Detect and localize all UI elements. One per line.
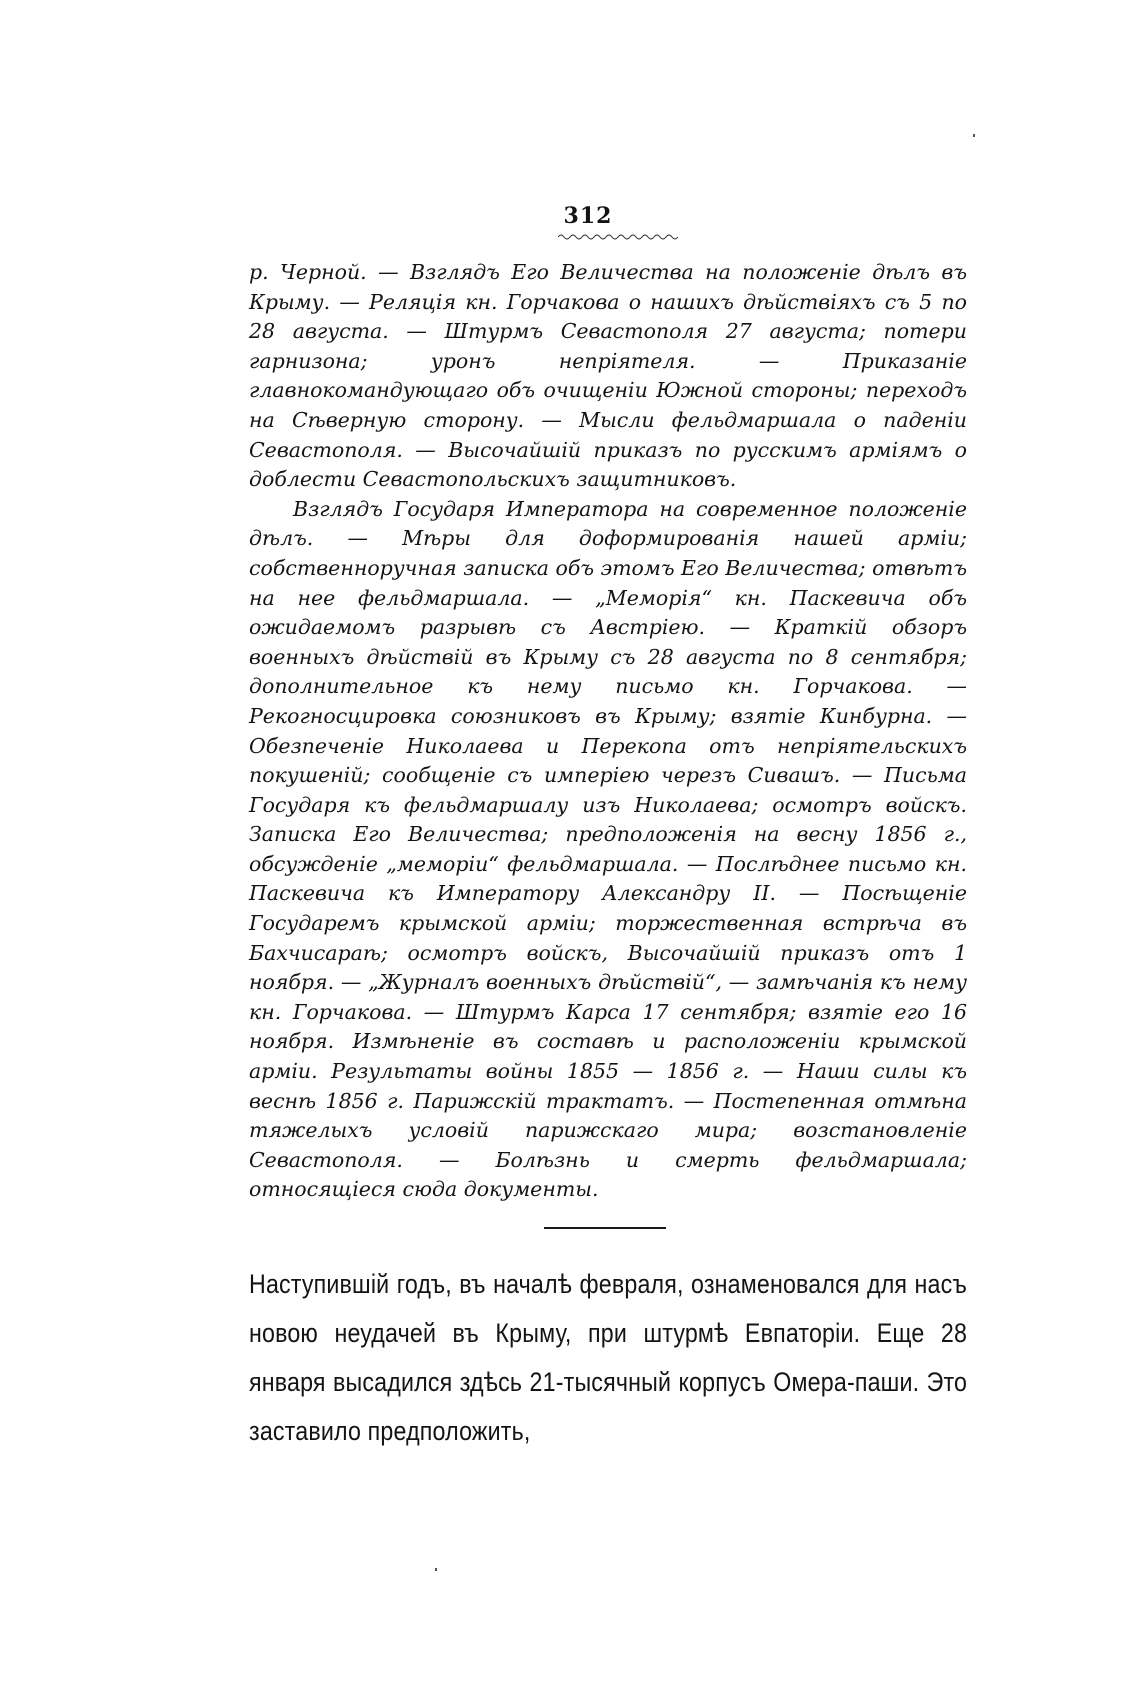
chapter-summary <box>249 258 967 1205</box>
ornamental-wavy-rule <box>558 232 678 242</box>
page-number: 312 <box>563 203 613 229</box>
summary-paragraph-1: р. Черной. — Взглядъ Его Величества на положеніе дѣлъ въ Крыму. — Реляція кн. Горчакова о нашихъ дѣйствіяхъ съ 5 по 28 августа. — Штурмъ Севастополя 27 августа; потери гарнизона; уронъ непріятеля. — Приказаніе главнокомандующаго объ очищеніи Южной стороны; переходъ на Сѣверную сторону. — Мысли фельдмаршала о паденіи Севастополя. — Высочайшій приказъ по русскимъ арміямъ о доблести Севастопольскихъ защитниковъ. <box>249 260 967 492</box>
main-text <box>249 1260 967 1456</box>
body-paragraph: Наступившій годъ, въ началѣ февраля, ознаменовался для насъ новою неудачей въ Крыму, при штурмѣ Евпаторіи. Еще 28 января высадился здѣсь 21-тысячный корпусъ Омера-паши. Это заставило предположить, <box>249 1269 968 1446</box>
print-speck <box>435 1568 437 1571</box>
section-divider <box>544 1227 666 1229</box>
print-speck <box>973 134 975 137</box>
summary-paragraph-2: Взглядъ Государя Императора на современное положеніе дѣлъ. — Мѣры для доформированія нашей арміи; собственноручная записка объ этомъ Его Величества; отвѣтъ на нее фельдмаршала. — „Меморія“ кн. Паскевича объ ожидаемомъ разрывѣ съ Австріею. — Краткій обзоръ военныхъ дѣйствій въ Крыму съ 28 августа по 8 сентября; дополнительное къ нему письмо кн. Горчакова. — Рекогносцировка союзниковъ въ Крыму; взятіе Кинбурна. — Обезпеченіе Николаева и Перекопа отъ непріятельскихъ покушеній; сообщеніе съ имперіею черезъ Сивашъ. — Письма Государя къ фельдмаршалу изъ Николаева; осмотръ войскъ. Записка Его Величества; предположенія на весну 1856 г., обсужденіе „меморіи“ фельдмаршала. — Послѣднее письмо кн. Паскевича къ Императору Александру II. — Посѣщеніе Государемъ крымской арміи; торжественная встрѣча въ Бахчисараѣ; осмотръ войскъ, Высочайшій приказъ отъ 1 ноября. — „Журналъ военныхъ дѣйствій“, — замѣчанія къ нему кн. Горчакова. — Штурмъ Карса 17 сентября; взятіе его 16 ноября. Измѣненіе въ составѣ и расположеніи крымской арміи. Результаты войны 1855 — 1856 г. — Наши силы къ веснѣ 1856 г. Парижскій трактатъ. — Постепенная отмѣна тяжелыхъ условій парижскаго мира; возстановленіе Севастополя. — Болѣзнь и смерть фельдмаршала; относящіеся сюда документы. <box>249 496 967 1202</box>
